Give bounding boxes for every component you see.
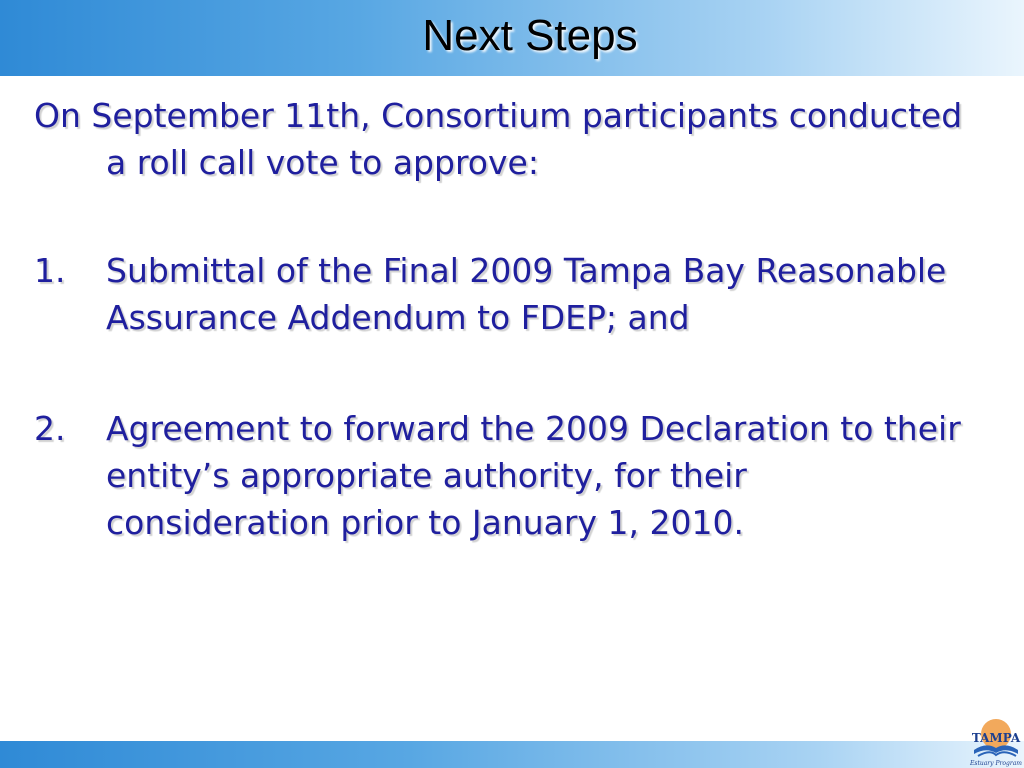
slide-body <box>34 92 974 546</box>
list-number-2: 2. <box>34 409 66 448</box>
spacer <box>34 186 974 247</box>
logo-wave-line-icon <box>978 752 1016 756</box>
list-item-2 <box>34 405 974 546</box>
intro-paragraph: On September 11th, Consortium participants conducted a roll call vote to approve: <box>34 96 963 182</box>
list-item-1 <box>34 247 974 341</box>
tampa-estuary-logo <box>968 712 1024 768</box>
logo-name: TAMPA <box>971 731 1021 745</box>
list-text-2: Agreement to forward the 2009 Declaration to their entity’s appropriate authority, for their consideration prior to January 1, 2010. <box>106 409 961 542</box>
spacer <box>34 341 974 405</box>
footer-band <box>0 741 1024 768</box>
header-divider <box>0 76 1024 78</box>
slide-title: Next Steps <box>422 11 638 60</box>
list-text-1: Submittal of the Final 2009 Tampa Bay Reasonable Assurance Addendum to FDEP; and <box>106 251 947 337</box>
logo-subtitle: Estuary Program <box>970 760 1022 767</box>
list-number-1: 1. <box>34 251 66 290</box>
